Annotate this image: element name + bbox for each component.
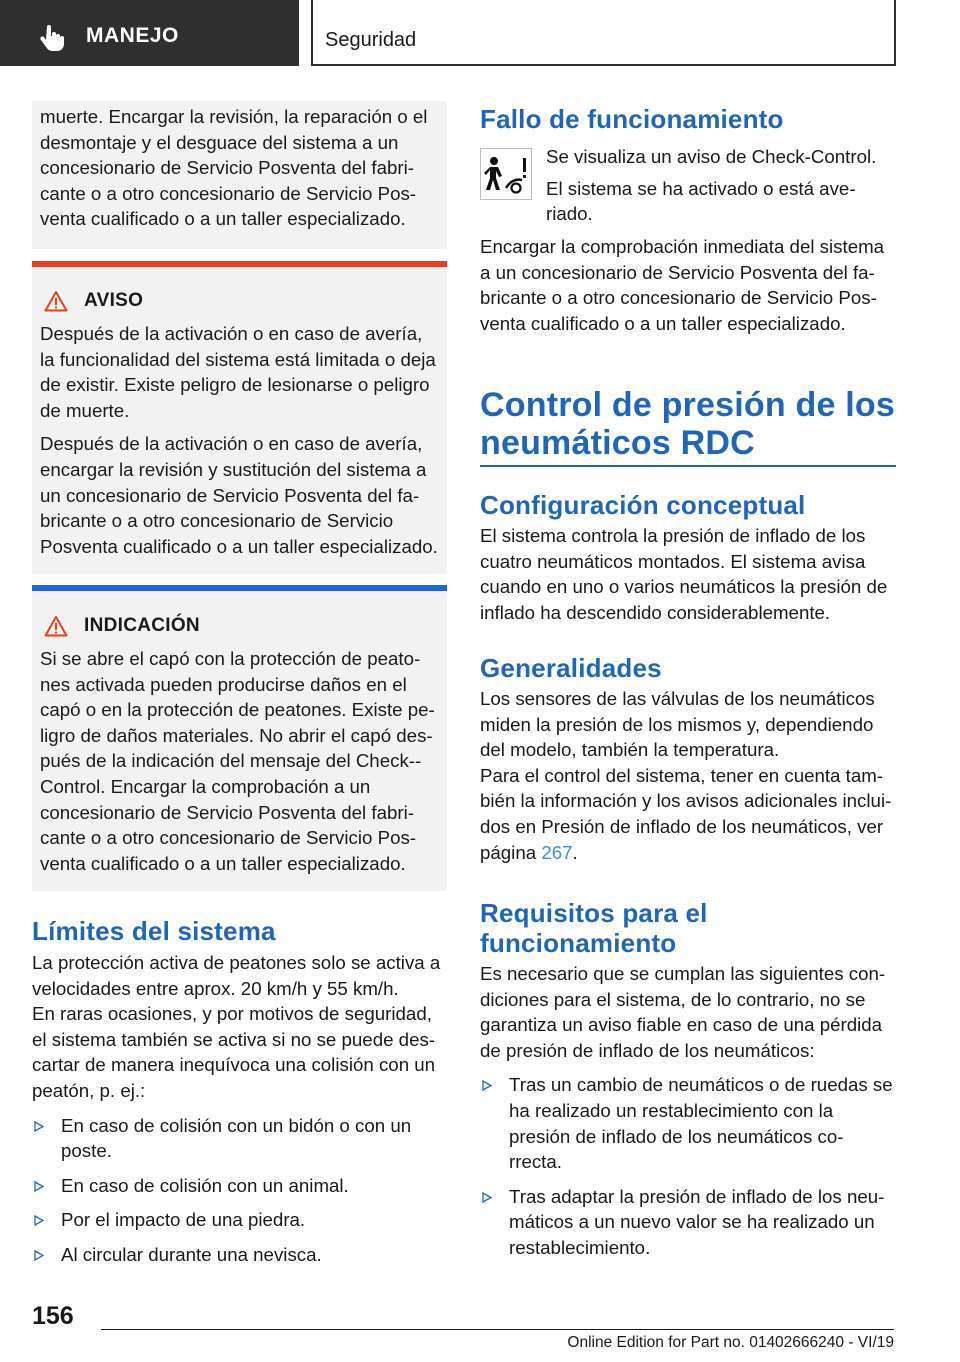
list-item: En caso de colisión con un bidón o con un poste. bbox=[32, 1113, 450, 1164]
chapter-label: Seguridad bbox=[325, 29, 417, 51]
indicacion-box bbox=[32, 591, 447, 891]
limites-section bbox=[32, 916, 450, 1268]
config-heading: Configuración conceptual bbox=[480, 490, 806, 520]
generalidades-paragraph-1: Los sensores de las válvulas de los neumáticos miden la presión de los mismos y, dependiendo del modelo, también la temperatura. bbox=[480, 688, 875, 761]
chapter-header bbox=[311, 0, 896, 66]
section-label: MANEJO bbox=[86, 24, 179, 47]
bullet-arrow-icon bbox=[34, 1121, 44, 1132]
list-item: En caso de colisión con un animal. bbox=[32, 1173, 450, 1199]
aviso-paragraph-2: Después de la activación o en caso de avería, encargar la revisión y sustitución del sistema a un concesionario de Servicio Posventa del fa‐bricante o a otro concesionario de Servicio Posventa cualificado o a un taller especializado. bbox=[40, 433, 438, 557]
rdc-divider bbox=[480, 465, 896, 467]
warning-triangle-icon bbox=[44, 290, 68, 312]
limites-paragraph-1: La protección activa de peatones solo se activa a velocidades entre aprox. 20 km/h y 55 km/h. bbox=[32, 952, 441, 999]
limites-list bbox=[32, 1113, 450, 1268]
fallo-line-1: Se visualiza un aviso de Check-Control. bbox=[546, 146, 877, 167]
fallo-paragraph: Encargar la comprobación inmediata del sistema a un concesionario de Servicio Posventa del fa‐bricante o a otro concesionario de Servicio Pos‐venta cualificado o a un taller especializado. bbox=[480, 236, 885, 334]
page-number: 156 bbox=[32, 1302, 74, 1330]
rdc-heading: Control de presión de los neumáticos RDC bbox=[480, 386, 895, 462]
aviso-paragraph-1: Después de la activación o en caso de avería, la funcionalidad del sistema está limitada o deja de existir. Existe peligro de lesionarse o peligro de muerte. bbox=[40, 323, 436, 421]
indicacion-paragraph: Si se abre el capó con la protección de peato‐nes activada pueden producirse daños en el capó o en la protección de peatones. Existe pe‐ligro de daños materiales. No abrir el capó des‐pués de la indicación del mensaje del Check‐-Control. Encargar la comprobación a un concesionario de Servicio Posventa del fabri‐cante o a otro concesionario de Servicio Pos‐venta cualificado o a un taller especializado. bbox=[40, 648, 435, 874]
generalidades-paragraph-2: Para el control del sistema, tener en cuenta tam‐bién la información y los avisos adicionales inclui‐dos en Presión de inflado de los neumáticos, ver página 267. bbox=[480, 764, 892, 863]
section-tab[interactable] bbox=[0, 0, 299, 66]
aviso-title: AVISO bbox=[84, 290, 144, 311]
bullet-arrow-icon bbox=[482, 1192, 492, 1203]
bullet-arrow-icon bbox=[34, 1181, 44, 1192]
page-link[interactable]: 267 bbox=[541, 841, 573, 863]
list-item: Tras adaptar la presión de inflado de los neu‐máticos a un nuevo valor se ha realizado un restablecimiento. bbox=[480, 1184, 896, 1261]
footer-divider bbox=[101, 1329, 894, 1330]
continued-text: muerte. Encargar la revisión, la reparación o el desmontaje y el desguace del sistema a un concesionario de Servicio Posventa del fabri‐cante o a otro concesionario de Servicio Pos‐venta cualificado o a un taller especializado. bbox=[40, 106, 428, 230]
list-item: Tras un cambio de neumáticos o de ruedas se ha realizado un restablecimiento con la presión de inflado de los neumáticos co‐rrecta. bbox=[480, 1072, 896, 1174]
bullet-arrow-icon bbox=[482, 1080, 492, 1091]
edition-text: Online Edition for Part no. 01402666240 - VI/19 bbox=[567, 1334, 894, 1351]
config-section bbox=[480, 490, 896, 625]
fallo-heading: Fallo de funcionamiento bbox=[480, 104, 784, 134]
list-item: Al circular durante una nevisca. bbox=[32, 1242, 450, 1268]
aviso-box bbox=[32, 267, 447, 574]
generalidades-heading: Generalidades bbox=[480, 653, 662, 683]
bullet-arrow-icon bbox=[34, 1215, 44, 1226]
pedestrian-protection-warning-icon bbox=[480, 148, 532, 200]
limites-paragraph-2: En raras ocasiones, y por motivos de seguridad, el sistema también se activa si no se puede des‐cartar de manera inequívoca una colisión con un peatón, p. ej.: bbox=[32, 1003, 436, 1101]
fallo-section bbox=[480, 104, 896, 336]
config-paragraph: El sistema controla la presión de inflado de los cuatro neumáticos montados. El sistema avisa cuando en uno o varios neumáticos la presión de inflado ha descendido considerablemente. bbox=[480, 525, 888, 623]
generalidades-section bbox=[480, 653, 896, 865]
limites-heading: Límites del sistema bbox=[32, 916, 276, 946]
list-item: Por el impacto de una piedra. bbox=[32, 1207, 450, 1233]
rdc-section bbox=[480, 386, 896, 467]
warning-triangle-icon bbox=[44, 615, 68, 637]
requisitos-list bbox=[480, 1072, 896, 1260]
indicacion-title: INDICACIÓN bbox=[84, 615, 200, 636]
continued-box bbox=[32, 101, 447, 249]
requisitos-section bbox=[480, 898, 896, 1261]
hand-pointer-icon bbox=[38, 24, 66, 52]
requisitos-paragraph: Es necesario que se cumplan las siguientes con‐diciones para el sistema, de lo contrario, no se garantiza un aviso fiable en caso de una pérdida de presión de inflado de los neumáticos: bbox=[480, 963, 886, 1061]
fallo-line-2: El sistema se ha activado o está ave‐riado. bbox=[546, 177, 856, 225]
bullet-arrow-icon bbox=[34, 1250, 44, 1261]
requisitos-heading: Requisitos para el funcionamiento bbox=[480, 898, 708, 958]
